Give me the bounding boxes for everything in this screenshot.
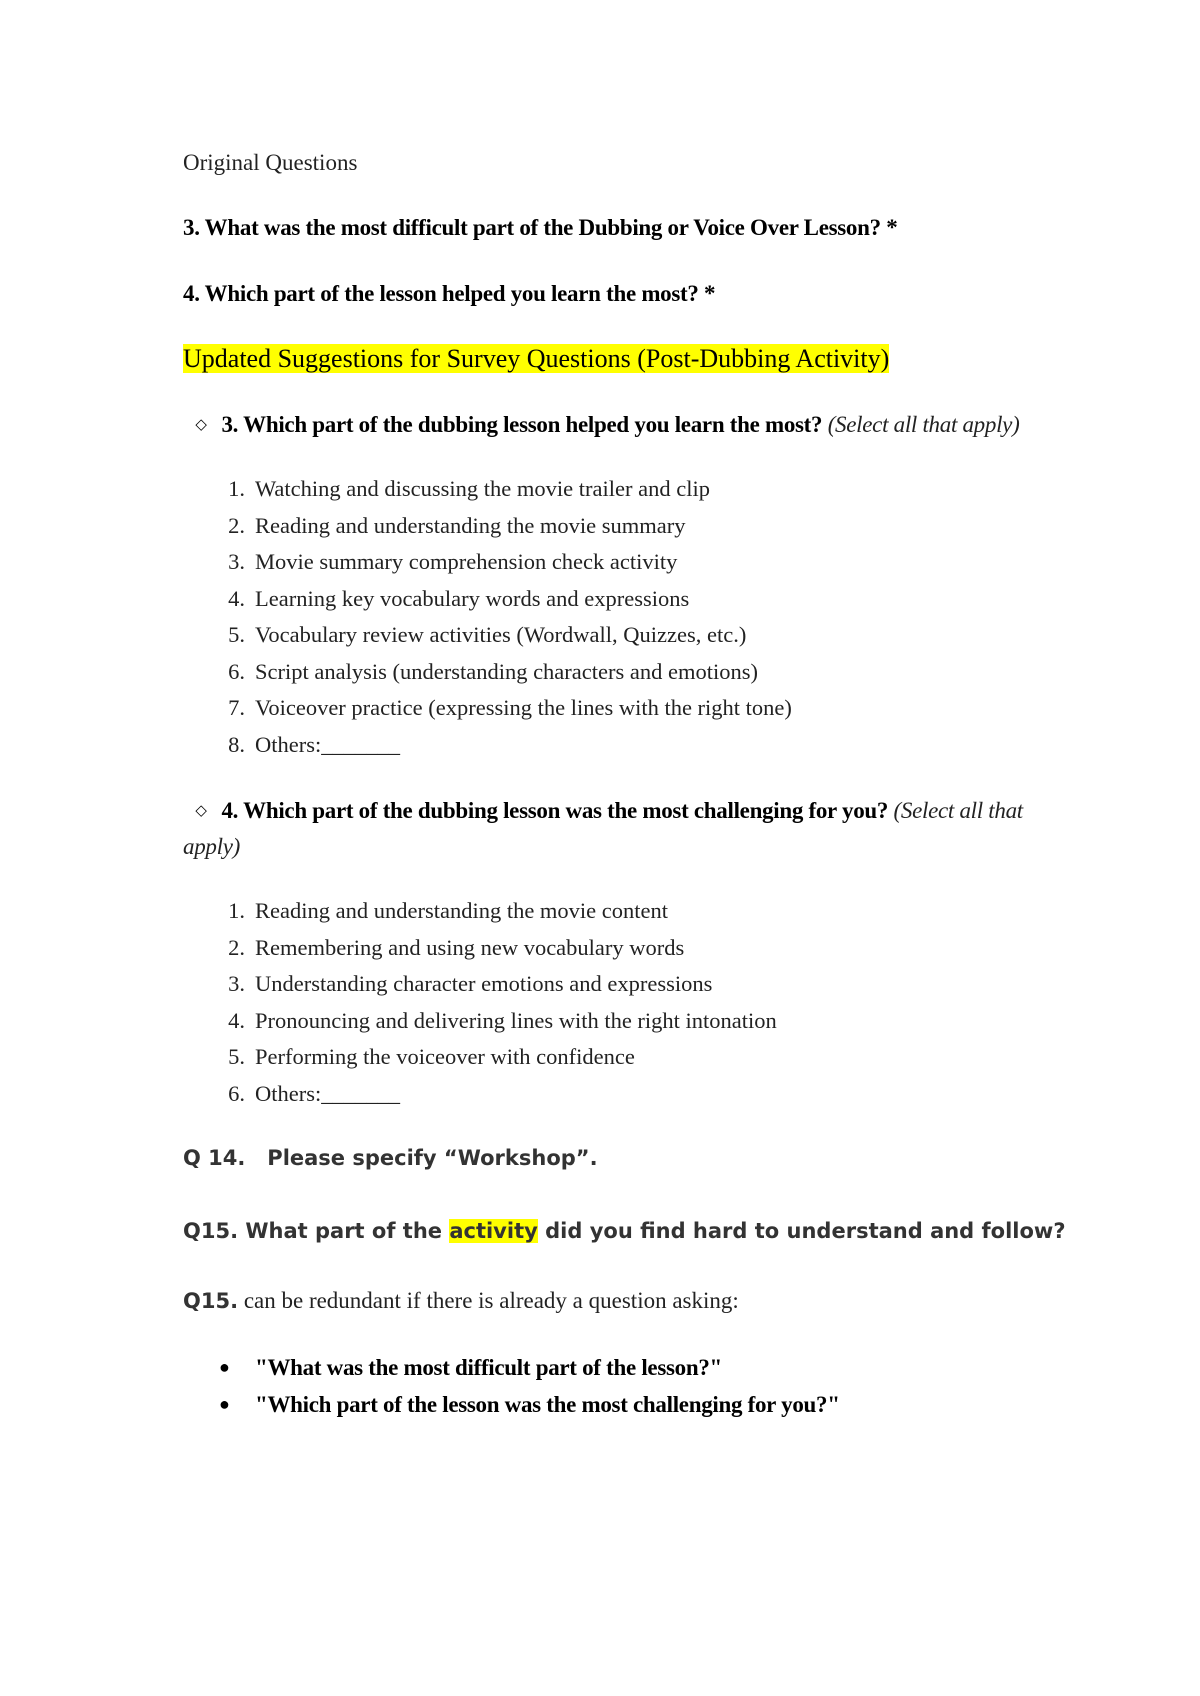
q15-highlight: activity [449,1219,538,1243]
original-question-3: 3. What was the most difficult part of the Dubbing or Voice Over Lesson? * [183,215,898,240]
original-question-4: 4. Which part of the lesson helped you learn the most? * [183,281,716,306]
q15-note-label: Q15. [183,1289,239,1313]
q4-note-continued: apply) [183,834,240,859]
q15-note-text: can be redundant if there is already a question asking: [238,1288,739,1313]
heading-highlight: Updated Suggestions for Survey Questions (Post-Dubbing Activity) [183,344,890,373]
q4-title: 4. Which part of the dubbing lesson was the most challenging for you? [221,798,889,823]
diamond-bullet-icon: ◇ [195,801,207,819]
q15-note [183,1288,739,1314]
diamond-bullet-icon: ◇ [195,415,207,433]
q15-heading: Q15. What part of the activity did you find hard to understand and follow? [183,1219,1066,1243]
bullet-icon: ● [219,1393,230,1414]
q3-note: (Select all that apply) [827,412,1020,437]
q4-note: (Select all that [893,798,1023,823]
suggested-question-4 [186,798,1023,824]
q14-heading: Q 14. Please specify “Workshop”. [183,1146,598,1170]
original-questions-label: Original Questions [183,150,358,175]
document-page: Original Questions 3. What was the most difficult part of the Dubbing or Voice Over Lesson? * 4. Which part of the lesson helped you learn the most? * Updated Suggestions for Survey Questions (Post-Dubbing Activity) ◇ 3. Which part of the dubbing lesson helped you learn the most? (Select all that apply) 1. Watching and discussing the movie trailer and clip 2. Reading and understanding the movie summary 3. Movie summary comprehension check activity 4. Learning key vocabulary words and expressions 5. Vocabulary review activities (Wordwall, Quizzes, etc.) 6. Script analysis (understanding characters and emotions) 7. Voiceover practice (expressing the lines with the right tone) 8. Others:_______ ◇ 4. Which part of the dubbing lesson was the most challenging for you? (Select all that apply) 1. Reading and understanding the movie content 2. Remembering and using new vocabulary words 3. Understanding character emotions and expressions 4. Pronouncing and delivering lines with the right intonation 5. Performing the voiceover with confidence 6. Others:_______ Q 14. Please specify “Workshop”. Q15. What part of the activity did you find hard to understand and follow? Q15. can be redundant if there is already a question asking: ● "What was the most difficult part of the lesson?" ● "Which part of the lesson was the most challenging for you?" [183,150,1066,1417]
q3-title: 3. Which part of the dubbing lesson helped you learn the most? [221,412,823,437]
suggested-question-3 [186,412,1019,438]
bullet-icon: ● [219,1357,230,1377]
updated-suggestions-heading [183,344,889,374]
